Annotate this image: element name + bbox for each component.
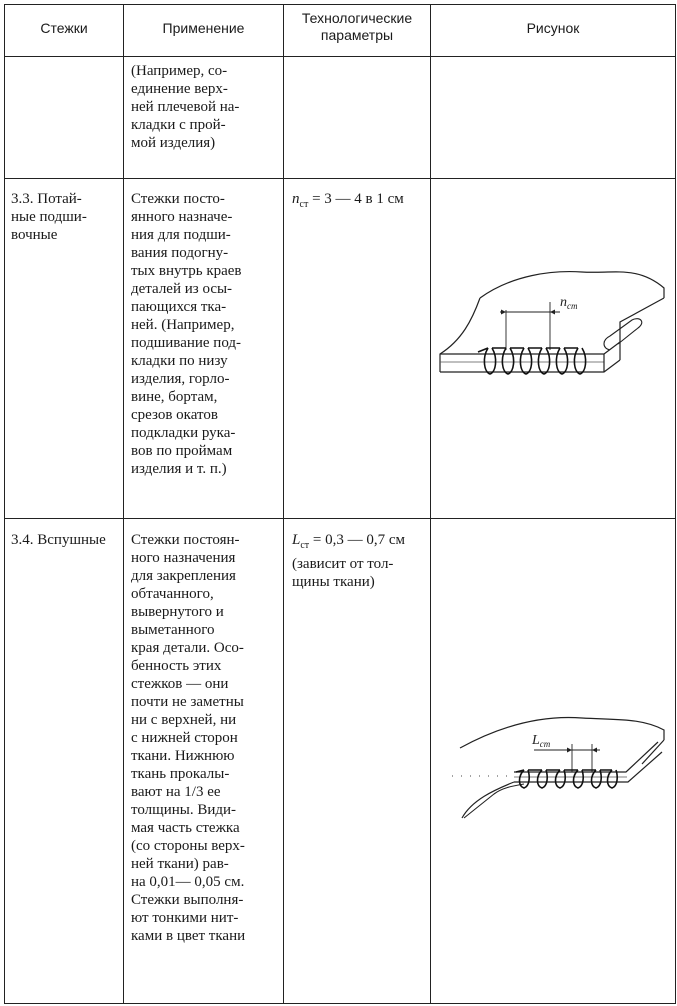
fabric-lower-edge [464, 784, 524, 818]
header-stitches [5, 20, 123, 37]
fabric-top-outline [460, 717, 664, 748]
table-border-left [4, 4, 5, 1004]
header-parameters-line2: параметры [320, 27, 394, 43]
stitch-loops [516, 770, 617, 788]
fabric-fold-top [620, 298, 664, 360]
col-divider-1 [123, 4, 124, 1004]
header-parameters-line1: Технологические [301, 10, 413, 26]
row3-param-formula [292, 531, 428, 555]
row1-application: (Например, со- единение верх- ней плечевой на- кладки с прой- мой изделия) [131, 63, 240, 151]
col-divider-3 [430, 4, 431, 1004]
header-figure [431, 20, 675, 37]
fabric-band-bottom [514, 752, 662, 782]
table-border-bottom [4, 1003, 676, 1004]
row2-param-value: = 3 — 4 в 1 см [308, 191, 404, 207]
puff-stitch-figure [432, 700, 674, 830]
fabric-top-outline [480, 272, 664, 298]
figure-label-n: $n_{ст}$ [560, 295, 578, 311]
row2-stitch-name: 3.3. Потай- ные подши- вочные [11, 191, 87, 243]
stitch-loops [478, 348, 586, 374]
header-stitches-label: Стежки [40, 20, 88, 36]
col-divider-2 [283, 4, 284, 1004]
row2-param-symbol: n [292, 191, 300, 207]
row-divider-2 [4, 518, 676, 519]
table-border-right [675, 4, 676, 1004]
row3-parameter [292, 531, 428, 591]
header-application [124, 20, 283, 37]
fabric-left-edge [440, 298, 480, 372]
fabric-hem-slot [604, 319, 642, 350]
header-application-label: Применение [162, 20, 245, 36]
figure-label-l: $L_{ст}$ [532, 733, 551, 749]
row2-application: Стежки посто- янного назначе- ния для подши- вания подогну- тых внутрь краев деталей из осы- пающихся тка- ней. (Например, подшивание под- кладки по низу изделия, горло- вине, бортам, срезов окатов подкладки рука- вов по проймам изделия и т. п.) [131, 191, 242, 477]
row3-param-note: (зависит от тол- щины ткани) [292, 556, 394, 590]
row2-param-sub: ст [299, 199, 309, 210]
table-border-top [4, 4, 676, 5]
row3-param-sub: ст [300, 540, 310, 551]
header-parameters [284, 10, 430, 44]
row3-param-value: = 0,3 — 0,7 см [309, 532, 406, 548]
row3-stitch-name: 3.4. Вспушные [11, 532, 106, 548]
header-figure-label: Рисунок [526, 20, 580, 36]
row3-application: Стежки постоян- ного назначения для закрепления обтачанного, вывернутого и выметанного края детали. Осо- бенность этих стежков — они почти не заметны ни с верхней, ни с нижней сторон ткани. Нижнюю ткань прокалы- вают на 1/3 ее толщины. Види- мая часть стежка (со стороны верх- ней ткани) рав- на 0,01— 0,05 см. Стежки выполня- ют тонкими нит- ками в цвет ткани [131, 532, 246, 944]
blind-stitch-figure [432, 240, 674, 390]
row3-param-symbol: L [292, 532, 301, 548]
row2-parameter [292, 190, 428, 214]
header-divider [4, 56, 676, 57]
row-divider-1 [4, 178, 676, 179]
